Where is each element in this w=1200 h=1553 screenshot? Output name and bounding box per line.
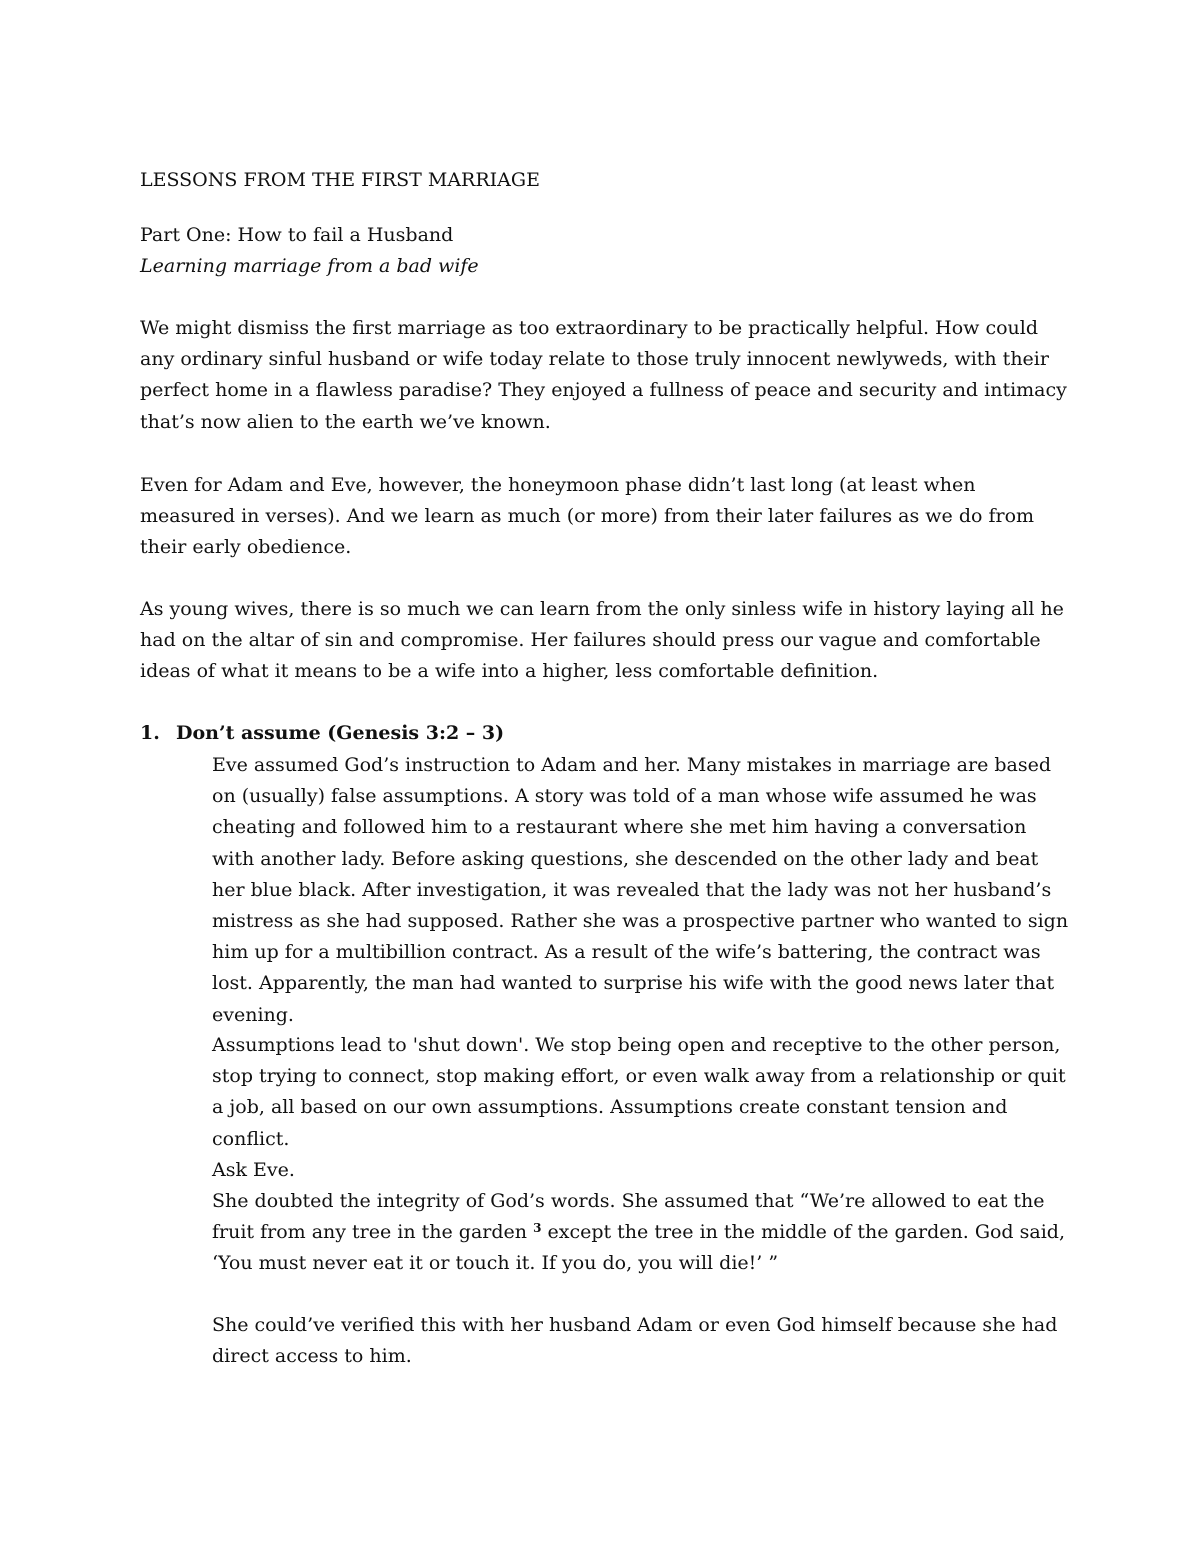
assumptions-paragraph: Assumptions lead to 'shut down'. We stop being open and receptive to the other person, stop trying to connect, stop making effort, or even walk away from a relationship or quit a job, all based on our own assumptions. Assumptions create constant tension and conflict. xyxy=(212,1034,1066,1150)
ask-eve-line: Ask Eve. xyxy=(212,1158,295,1181)
quote-paragraph xyxy=(212,1186,1072,1280)
quote-text-before: She doubted the integrity of God’s words. She assumed that “We’re allowed to eat the fruit from any tree in the garden xyxy=(212,1190,1045,1244)
document-title: LESSONS FROM THE FIRST MARRIAGE xyxy=(140,169,540,191)
honeymoon-paragraph: Even for Adam and Eve, however, the honeymoon phase didn’t last long (at least when measured in verses). And we learn as much (or more) from their later failures as we do from their early obedience. xyxy=(140,474,1035,559)
section-number: 1. xyxy=(140,722,160,744)
quote-text-after: except the tree in the middle of the garden. God said, ‘You must never eat it or touch it. If you do, you will die!’ ” xyxy=(212,1221,1065,1275)
story-paragraph: Eve assumed God’s instruction to Adam and her. Many mistakes in marriage are based on (usually) false assumptions. A story was told of a man whose wife assumed he was cheating and followed him to a restaurant where she met him having a conversation with another lady. Before asking questions, she descended on the other lady and beat her blue black. After investigation, it was revealed that the lady was not her husband’s mistress as she had supposed. Rather she was a prospective partner who wanted to sign him up for a multibillion contract. As a result of the wife’s battering, the contract was lost. Apparently, the man had wanted to surprise his wife with the good news later that evening. xyxy=(212,754,1069,1026)
young-wives-paragraph: As young wives, there is so much we can learn from the only sinless wife in history laying all he had on the altar of sin and compromise. Her failures should press our vague and comfortable ideas of what it means to be a wife into a higher, less comfortable definition. xyxy=(140,598,1064,683)
verify-paragraph: She could’ve verified this with her husband Adam or even God himself because she had direct access to him. xyxy=(212,1314,1058,1368)
intro-paragraph: We might dismiss the first marriage as too extraordinary to be practically helpful. How could any ordinary sinful husband or wife today relate to those truly innocent newlyweds, with their perfect home in a flawless paradise? They enjoyed a fullness of peace and security and intimacy that’s now alien to the earth we’ve known. xyxy=(140,317,1067,433)
section-heading-text: Don’t assume (Genesis 3:2 – 3) xyxy=(176,722,505,744)
assumptions-block xyxy=(212,1030,1072,1280)
verse-number: 3 xyxy=(533,1221,542,1236)
part-subtitle: Learning marriage from a bad wife xyxy=(140,255,479,278)
section-heading xyxy=(140,718,1040,749)
part-heading-block xyxy=(140,220,1070,282)
part-heading: Part One: How to fail a Husband xyxy=(140,224,454,246)
